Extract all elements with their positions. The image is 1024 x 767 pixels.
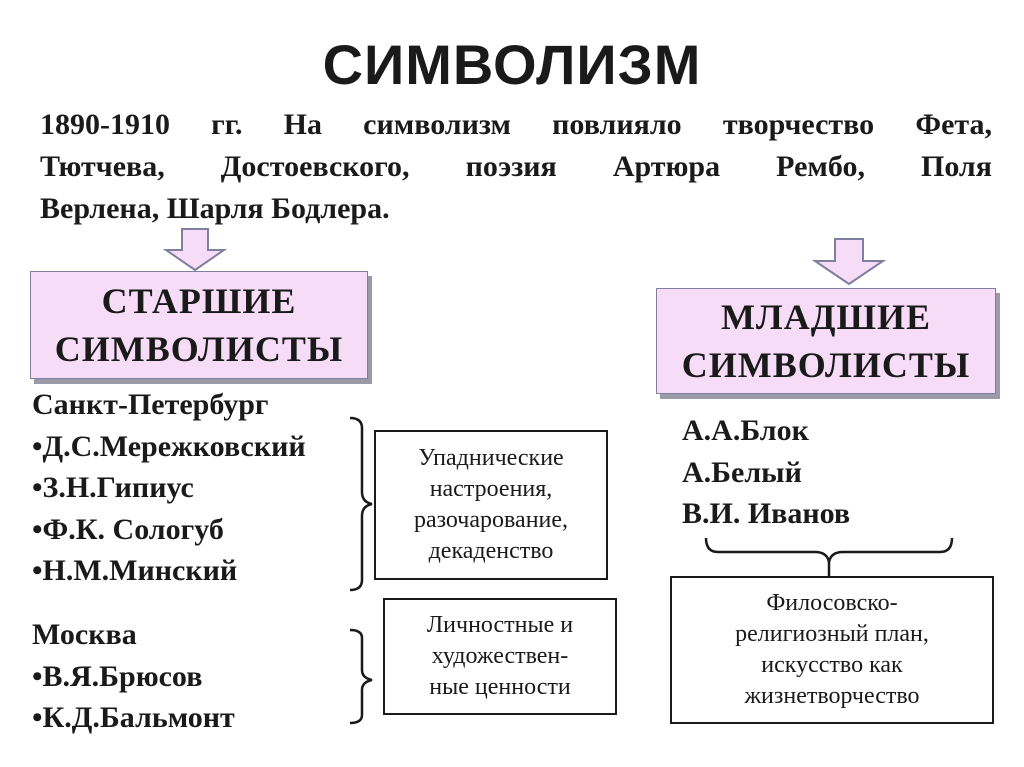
intro-line: 1890-1910 гг. На символизм повлияло творчество Фета,: [40, 108, 992, 141]
note-line: Личностные и: [426, 612, 574, 638]
petersburg-list: [32, 384, 306, 592]
note-line: Упаднические: [418, 445, 564, 471]
petersburg-note-box: [374, 430, 608, 580]
list-item: •Н.М.Минский: [32, 554, 238, 587]
note-line: искусство как: [761, 652, 903, 678]
city-label: Москва: [32, 618, 137, 651]
note-line: жизнетворчество: [744, 683, 920, 709]
younger-heading-line: СИМВОЛИСТЫ: [681, 345, 971, 385]
note-line: декаденство: [428, 538, 554, 564]
moscow-list: [32, 614, 235, 739]
note-line: разочарование,: [413, 507, 569, 533]
list-item: •Д.С.Мережковский: [32, 429, 306, 463]
bracket-petersburg: [350, 418, 372, 590]
down-arrow-left: [166, 229, 224, 270]
list-item: •К.Д.Бальмонт: [32, 701, 235, 734]
younger-heading-line: МЛАДШИЕ: [720, 297, 932, 337]
older-symbolists-heading-box: [30, 271, 368, 379]
intro-line: Тютчева, Достоевского, поэзия Артюра Рембо, Поля: [40, 150, 992, 183]
younger-note-box: [670, 576, 994, 724]
page-title: СИМВОЛИЗМ: [322, 33, 702, 96]
note-line: настроения,: [429, 476, 553, 502]
city-label: Санкт-Петербург: [32, 388, 269, 421]
younger-list: [682, 410, 850, 535]
note-line: художествен-: [431, 643, 569, 669]
note-line: религиозный план,: [735, 621, 929, 647]
list-item: •Ф.К. Сологуб: [32, 512, 224, 546]
note-line: ные ценности: [429, 674, 571, 700]
list-item: В.И. Иванов: [682, 497, 851, 530]
bracket-younger: [706, 538, 952, 562]
older-heading-line: СТАРШИЕ: [101, 281, 297, 321]
down-arrow-right: [815, 239, 883, 284]
moscow-note-box: [383, 598, 617, 715]
list-item: А.А.Блок: [682, 414, 809, 447]
bracket-moscow: [350, 630, 372, 723]
list-item: •З.Н.Гипиус: [32, 471, 194, 504]
older-heading-line: СИМВОЛИСТЫ: [54, 329, 344, 369]
list-item: А.Белый: [682, 455, 802, 489]
note-line: Филосовско-: [766, 590, 898, 616]
list-item: •В.Я.Брюсов: [32, 659, 203, 693]
intro-line: Верлена, Шарля Бодлера.: [40, 192, 390, 225]
younger-symbolists-heading-box: [656, 288, 996, 394]
